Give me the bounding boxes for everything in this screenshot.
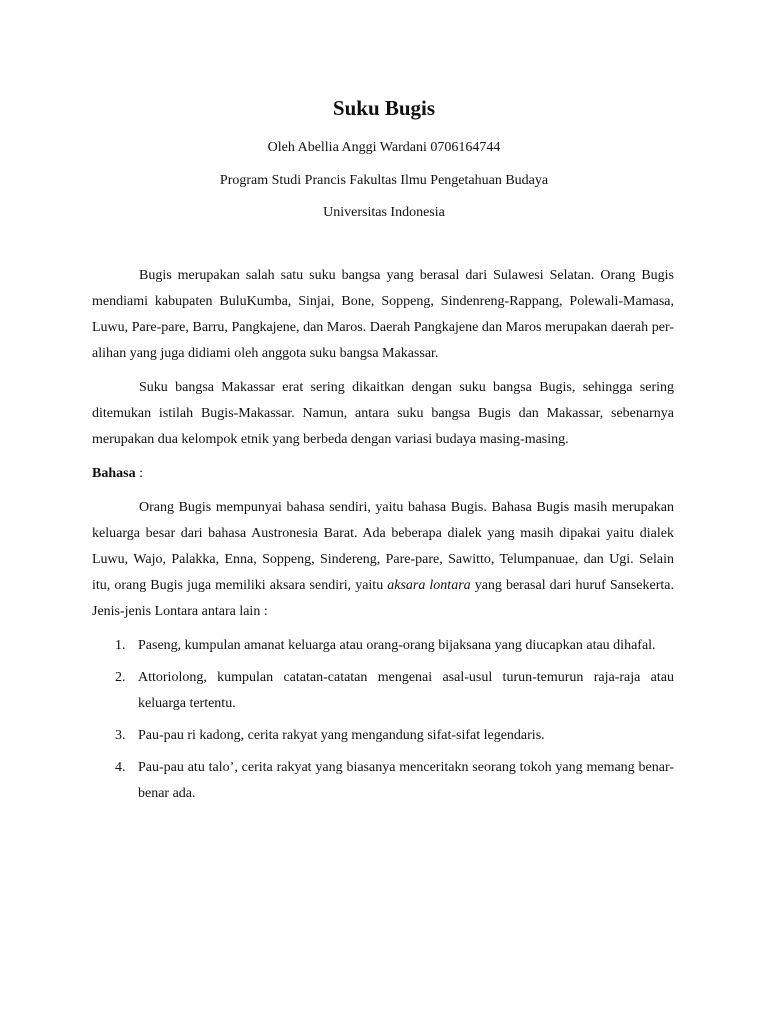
section-heading: Bahasa — [92, 466, 136, 481]
list-item-text: Pau-pau atu talo’, cerita rakyat yang biasanya menceritakn seorang tokoh yang memang benar-benar ada. — [138, 760, 674, 801]
program-line: Program Studi Prancis Fakultas Ilmu Pengetahuan Budaya — [219, 173, 549, 188]
list-item-number: 4. — [115, 760, 126, 775]
list-item — [92, 723, 674, 749]
list-item-number: 2. — [115, 670, 126, 685]
author-line: Oleh Abellia Anggi Wardani 0706164744 — [267, 140, 501, 155]
section-heading-line — [92, 461, 674, 487]
list-item — [92, 755, 674, 807]
paragraph-bahasa — [92, 495, 674, 625]
section-heading-suffix: : — [135, 466, 143, 481]
paragraph-intro: Bugis merupakan salah satu suku bangsa yang berasal dari Sulawesi Selatan. Orang Bugis mendiami kabupaten BuluKumba, Sinjai, Bone, Soppeng, Sindenreng-Rappang, Polewali-Mamasa, Luwu, Pare-pare, Barru, Pangkajene, dan Maros. Daerah Pangkajene dan Maros merupakan daerah per-alihan yang juga didiami oleh anggota suku bangsa Makassar. — [92, 268, 674, 361]
list-item-number: 3. — [115, 728, 126, 743]
list-item-text: Paseng, kumpulan amanat keluarga atau orang-orang bijaksana yang diucapkan atau dihafal. — [138, 638, 656, 653]
list-item-text: Attoriolong, kumpulan catatan-catatan mengenai asal-usul turun-temurun raja-raja atau keluarga tertentu. — [138, 670, 674, 711]
paragraph-bahasa-italic: aksara lontara — [387, 578, 471, 593]
university-line: Universitas Indonesia — [323, 205, 445, 220]
document-body — [92, 263, 674, 813]
paragraph-bahasa-text: Orang Bugis mempunyai bahasa sendiri, yaitu bahasa Bugis. Bahasa Bugis masih merupakan keluarga besar dari bahasa Austronesia Barat. Ada beberapa dialek yang masih dipakai yaitu dialek Luwu, Wajo, Palakka, Enna, Soppeng, Sindereng, Pare-pare, Sawitto, Telumpanuae, dan Ugi. Selain itu, orang Bugis juga memiliki aksara sendiri, yaitu — [92, 500, 674, 593]
paragraph-makassar: Suku bangsa Makassar erat sering dikaitkan dengan suku bangsa Bugis, sehingga sering ditemukan istilah Bugis-Makassar. Namun, antara suku bangsa Bugis dan Makassar, sebenarnya merupakan dua kelompok etnik yang berbeda dengan variasi budaya masing-masing. — [92, 380, 674, 447]
list-item-text: Pau-pau ri kadong, cerita rakyat yang mengandung sifat-sifat legendaris. — [138, 728, 545, 743]
list-item — [92, 633, 674, 659]
list-item — [92, 665, 674, 717]
lontara-list — [92, 633, 674, 807]
list-item-number: 1. — [115, 638, 126, 653]
paragraph-bahasa-text-end: yang berasal dari huruf Sansekerta. Jenis-jenis Lontara antara lain : — [92, 578, 674, 619]
document-title: Suku Bugis — [332, 96, 436, 120]
